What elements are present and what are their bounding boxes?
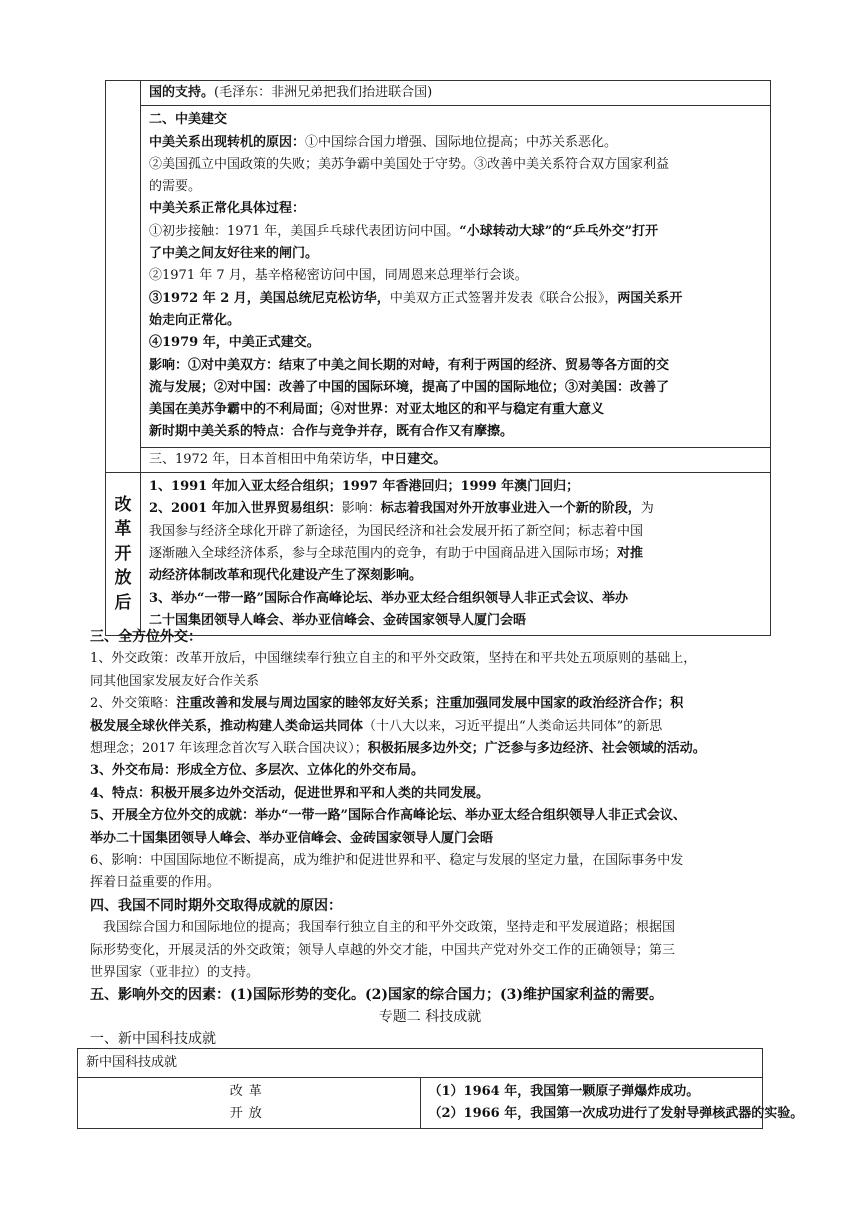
section-reasons — [90, 895, 780, 985]
policy-line-a: 1、外交政策：改革开放后，中国继续奉行独立自主的和平外交政策，坚持在和平共处五项原则的基础上， — [90, 651, 697, 667]
strategy-c1: 想理念；2017 年该理念首次写入联合国决议）； — [90, 741, 368, 757]
policy-line-b: 同其他国家发展友好合作关系 — [90, 673, 260, 689]
process-1a: ①初步接触：1971 年，美国乒乓球代表团访问中国。 — [149, 223, 460, 239]
reasons-2: 际形势变化，开展灵活的外交政策；领导人卓越的外交才能，中国共产党对外交工作的正确领导；第三 — [90, 942, 676, 958]
influence-a: 6、影响：中国国际地位不断提高，成为维护和促进世界和平、稳定与发展的坚定力量，在国际事务中发 — [90, 853, 684, 869]
tech-table — [77, 1048, 804, 1129]
reform-7: 二十国集团领导人峰会、举办亚信峰会、金砖国家领导人厦门会晤 — [149, 612, 527, 628]
reason-1: ①中国综合国力增强、国际地位提高；中苏关系恶化。 — [305, 134, 618, 150]
process-4: ④1979 年，中美正式建交。 — [149, 335, 320, 351]
strategy-c2: 积极拓展多边外交；广泛参与多边经济、社会领域的活动。 — [367, 741, 706, 757]
process-3b: 中美双方正式签署并发表《联合公报》， — [389, 290, 618, 306]
tech-items-cell — [420, 1078, 804, 1129]
reform-6: 3、举办“一带一路”国际合作高峰论坛、举办亚太经合组织领导人非正式会议、举办 — [149, 590, 629, 606]
strategy-b2: （十八大以来，习近平提出“人类命运共同体”的新思 — [363, 718, 663, 734]
impact-2: 流与发展；②对中国：改善了中国的国际环境，提高了中国的国际地位；③对美国：改善了 — [149, 379, 670, 395]
table-row — [106, 447, 771, 472]
side-cell-empty — [106, 81, 141, 473]
reform-2b: 影响： — [341, 501, 381, 517]
china-japan-a: 三、1972 年，日本首相田中角荣访华， — [149, 451, 382, 467]
china-us-heading: 二、中美建交 — [149, 112, 228, 128]
topic2-subtitle: 一、新中国科技成就 — [90, 1031, 216, 1047]
side-char: 革 — [114, 519, 132, 540]
table-row — [106, 81, 771, 106]
support-text-note: (毛泽东：非洲兄弟把我们抬进联合国) — [214, 85, 433, 100]
reform-4a: 逐渐融入全球经济体系，参与全球范围内的竞争，有助于中国商品进入国际市场； — [149, 545, 618, 561]
side-label-1: 改革 — [229, 1084, 268, 1099]
reason-3: 的需要。 — [149, 179, 202, 195]
process-3d: 始走向正常化。 — [149, 312, 241, 328]
reform-5: 动经济体制改革和现代化建设产生了深刻影响。 — [149, 568, 423, 584]
section-factors — [90, 984, 780, 1006]
china-japan-b: 中日建交。 — [381, 451, 447, 467]
features: 新时期中美关系的特点：合作与竞争并存，既有合作又有摩擦。 — [149, 424, 514, 440]
strategy-a: 注重改善和发展与周边国家的睦邻友好关系；注重加强同发展中国家的政治经济合作；积 — [176, 696, 684, 712]
achievement-b: 举办二十国集团领导人峰会、举办亚信峰会、金砖国家领导人厦门会晤 — [90, 830, 494, 846]
reasons-3: 世界国家（亚非拉）的支持。 — [90, 965, 260, 981]
reform-3: 我国参与经济全球化开辟了新途径，为国民经济和社会发展开拓了新空间；标志着中国 — [149, 523, 644, 539]
process-3c: 两国关系开 — [617, 290, 683, 306]
process-label: 中美关系正常化具体过程： — [149, 201, 306, 217]
strategy-label: 2、外交策略： — [90, 696, 177, 712]
support-text — [149, 82, 762, 104]
impact-3: 美国在美苏争霸中的不利局面；④对世界：对亚太地区的和平与稳定有重大意义 — [149, 402, 605, 418]
tech-item-1: （1）1964 年，我国第一颗原子弹爆炸成功。 — [428, 1084, 700, 1099]
diplomacy-table — [105, 80, 771, 636]
reason-2: ②美国孤立中国政策的失败；美苏争霸中美国处于守势。③改善中美关系符合双方国家利益 — [149, 156, 670, 172]
process-2: ②1971 年 7 月，基辛格秘密访问中国，同周恩来总理举行会谈。 — [149, 268, 528, 284]
support-text-bold: 国的支持。 — [149, 85, 215, 100]
reason-label: 中美关系出现转机的原因： — [149, 134, 306, 150]
reform-side-cell — [106, 473, 141, 636]
impact-1: 影响：①对中美双方：结束了中美之间长期的对峙，有利于两国的经济、贸易等各方面的交 — [149, 357, 670, 373]
topic2-title: 专题二 科技成就 — [378, 1009, 482, 1025]
china-us-cell — [141, 106, 771, 447]
reform-cell — [141, 473, 771, 636]
reasons-1: 我国综合国力和国际地位的提高；我国奉行独立自主的和平外交政策，坚持走和平发展道路；根据国 — [103, 920, 676, 936]
side-label-2: 开放 — [229, 1106, 268, 1121]
table-row — [78, 1049, 763, 1078]
side-char: 开 — [114, 543, 132, 564]
reform-2a: 2、2001 年加入世界贸易组织： — [149, 501, 342, 517]
influence-b: 挥着日益重要的作用。 — [90, 875, 221, 891]
strategy-b1: 极发展全球伙伴关系，推动构建人类命运共同体 — [90, 718, 364, 734]
side-char: 改 — [114, 494, 132, 515]
section4-heading: 四、我国不同时期外交取得成就的原因： — [90, 898, 342, 914]
process-1b: “小球转动大球”的“乒乓外交”打开 — [459, 223, 659, 239]
china-japan-cell — [141, 447, 771, 472]
tech-table-header: 新中国科技成就 — [78, 1049, 763, 1078]
table-cell — [141, 81, 771, 106]
reform-2c: 标志着我国对外开放事业进入一个新的阶段， — [380, 501, 641, 517]
layout-line: 3、外交布局：形成全方位、多层次、立体化的外交布局。 — [90, 763, 425, 779]
process-3a: ③1972 年 2 月，美国总统尼克松访华， — [149, 290, 390, 306]
table-row — [106, 106, 771, 447]
achievement-a: 5、开展全方位外交的成就：举办“一带一路”国际合作高峰论坛、举办亚太经合组织领导人非正式会议、 — [90, 808, 687, 824]
section5-line: 五、影响外交的因素：(1)国际形势的变化。(2)国家的综合国力；(3)维护国家利益的需要。 — [90, 987, 663, 1003]
side-char: 放 — [114, 568, 132, 589]
process-1c: 了中美之间友好往来的闸门。 — [149, 246, 319, 262]
tech-side-cell — [78, 1078, 421, 1129]
feature-line: 4、特点：积极开展多边外交活动，促进世界和平和人类的共同发展。 — [90, 785, 490, 801]
reform-1: 1、1991 年加入亚太经合组织；1997 年香港回归；1999 年澳门回归； — [149, 479, 580, 495]
table-row — [78, 1078, 763, 1129]
reform-2d: 为 — [640, 501, 654, 517]
section-all-round-diplomacy — [90, 626, 780, 895]
tech-item-2: （2）1966 年，我国第一次成功进行了发射导弹核武器的实验。 — [428, 1106, 804, 1121]
table-row — [106, 473, 771, 636]
section3-heading: 三、全方位外交： — [90, 629, 202, 645]
side-char: 后 — [114, 592, 132, 613]
reform-4b: 对推 — [617, 545, 644, 561]
